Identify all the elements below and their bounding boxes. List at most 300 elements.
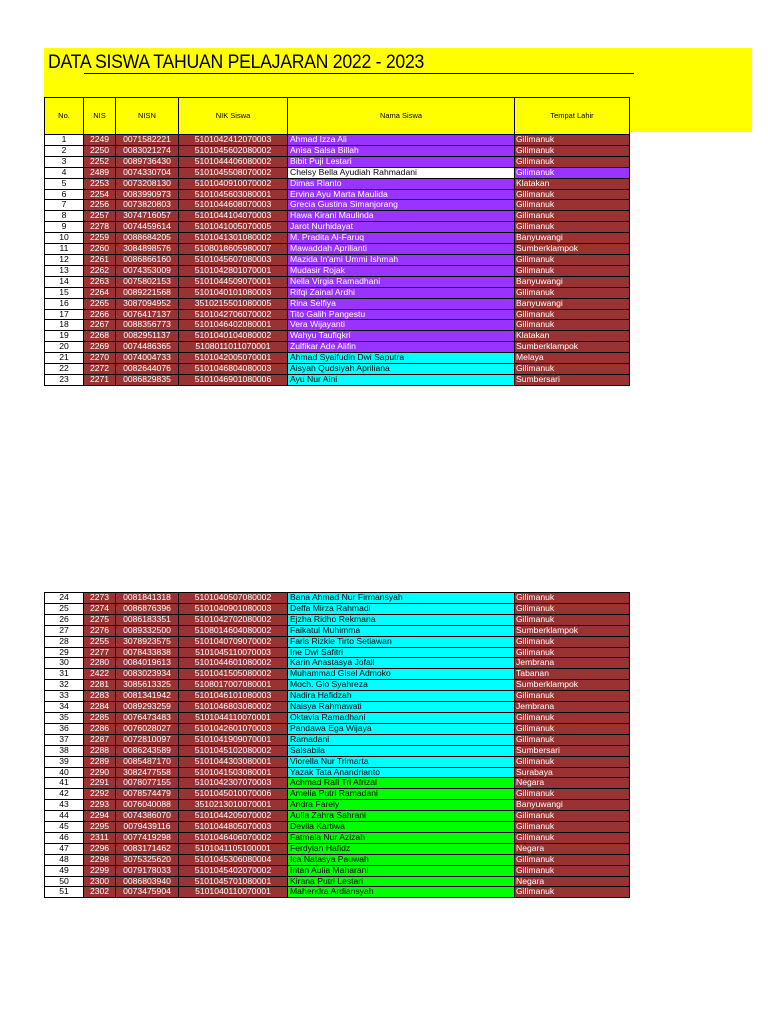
cell-nisn: 3078923575 [116,636,179,647]
cell-no: 30 [45,658,84,669]
cell-nik: 5101046402080001 [179,320,288,331]
cell-no: 15 [45,287,84,298]
cell-nik: 5101040101080003 [179,287,288,298]
table-row [45,822,630,833]
cell-nis: 2262 [84,265,116,276]
cell-nama: Grecia Gustina Simanjorang [288,200,515,211]
cell-nisn: 3074716057 [116,211,179,222]
cell-tempat-lahir: Gilimanuk [515,691,630,702]
cell-nik: 5101040910070002 [179,178,288,189]
cell-nama: Oktavia Ramadhani [288,712,515,723]
cell-nik: 5101044110070001 [179,712,288,723]
cell-tempat-lahir: Gilimanuk [515,603,630,614]
cell-nik: 5101042307070003 [179,778,288,789]
cell-nis: 2298 [84,854,116,865]
cell-tempat-lahir: Gilimanuk [515,756,630,767]
title-underline [84,73,634,74]
cell-nama: Bibit Puji Lestari [288,156,515,167]
table-row [45,603,630,614]
cell-nisn: 0083023934 [116,669,179,680]
cell-nama: Intan Aulia Maharani [288,865,515,876]
cell-nisn: 3082477558 [116,767,179,778]
cell-nama: Devila Kartiwa [288,822,515,833]
cell-nisn: 0074486365 [116,342,179,353]
table-row [45,342,630,353]
cell-nama: Fatmala Nur Azizah [288,832,515,843]
cell-tempat-lahir: Gilimanuk [515,723,630,734]
cell-tempat-lahir: Gilimanuk [515,614,630,625]
table-row [45,145,630,156]
cell-nik: 5101045603080001 [179,189,288,200]
cell-no: 20 [45,342,84,353]
cell-tempat-lahir: Gilimanuk [515,287,630,298]
cell-nik: 5101042706070002 [179,309,288,320]
cell-tempat-lahir: Gilimanuk [515,222,630,233]
cell-nama: Deffa Mirza Rahmadi [288,603,515,614]
cell-no: 49 [45,865,84,876]
cell-nis: 2284 [84,702,116,713]
header-tempat-lahir: Tempat Lahir [515,98,630,135]
cell-nis: 2281 [84,680,116,691]
cell-nama: M. Pradita Al-Faruq [288,233,515,244]
cell-nisn: 0086803940 [116,876,179,887]
cell-nisn: 0079439116 [116,822,179,833]
table-row [45,276,630,287]
cell-nik: 5101044509070001 [179,276,288,287]
cell-nisn: 0076040088 [116,800,179,811]
cell-tempat-lahir: Gilimanuk [515,854,630,865]
table-row [45,135,630,146]
cell-nis: 2261 [84,254,116,265]
cell-nik: 5101046803080002 [179,702,288,713]
cell-nama: Faris Rizkie Tirto Setiawan [288,636,515,647]
cell-nik: 5101041503080001 [179,767,288,778]
cell-nik: 5101042412070003 [179,135,288,146]
table-row [45,222,630,233]
table-row [45,374,630,385]
cell-nik: 5101045102080002 [179,745,288,756]
cell-nama: Nadira Hafidzah [288,691,515,702]
cell-nik: 5101044406080002 [179,156,288,167]
cell-nisn: 0071582221 [116,135,179,146]
cell-nis: 2264 [84,287,116,298]
cell-nis: 2422 [84,669,116,680]
cell-nama: Ferdylan Hafidz [288,843,515,854]
cell-nisn: 0073475904 [116,887,179,898]
cell-tempat-lahir: Tabanan [515,669,630,680]
cell-nis: 2272 [84,364,116,375]
table-row [45,244,630,255]
cell-nisn: 0089736430 [116,156,179,167]
cell-tempat-lahir: Gilimanuk [515,647,630,658]
cell-nama: Chelsy Bella Ayudiah Rahmadani [288,167,515,178]
cell-no: 18 [45,320,84,331]
cell-tempat-lahir: Gilimanuk [515,135,630,146]
header-nik: NIK Siswa [179,98,288,135]
cell-nisn: 0088356773 [116,320,179,331]
cell-nis: 2266 [84,309,116,320]
cell-no: 11 [45,244,84,255]
cell-no: 19 [45,331,84,342]
cell-no: 41 [45,778,84,789]
cell-nisn: 0074386070 [116,811,179,822]
cell-nis: 2271 [84,374,116,385]
cell-nisn: 0086829835 [116,374,179,385]
cell-nik: 5101045701080001 [179,876,288,887]
cell-tempat-lahir: Sumberklampok [515,244,630,255]
cell-tempat-lahir: Surabaya [515,767,630,778]
cell-no: 40 [45,767,84,778]
cell-tempat-lahir: Banyuwangi [515,800,630,811]
cell-nik: 5101046901080006 [179,374,288,385]
cell-nama: Kirana Putri Lestari [288,876,515,887]
cell-tempat-lahir: Gilimanuk [515,364,630,375]
cell-nisn: 0086183351 [116,614,179,625]
cell-nisn: 0077419298 [116,832,179,843]
table-row [45,887,630,898]
table-row [45,211,630,222]
cell-nis: 2259 [84,233,116,244]
cell-tempat-lahir: Gilimanuk [515,211,630,222]
cell-nik: 5101044805070003 [179,822,288,833]
cell-no: 8 [45,211,84,222]
cell-no: 25 [45,603,84,614]
cell-no: 13 [45,265,84,276]
table-row [45,702,630,713]
cell-nis: 2299 [84,865,116,876]
cell-tempat-lahir: Gilimanuk [515,254,630,265]
table-row [45,156,630,167]
cell-nama: Andra Farely [288,800,515,811]
cell-nik: 5101045010070006 [179,789,288,800]
cell-no: 31 [45,669,84,680]
cell-nisn: 0076417137 [116,309,179,320]
cell-nik: 5108017007080001 [179,680,288,691]
cell-nama: Moch. Gio Syahreza [288,680,515,691]
cell-tempat-lahir: Sumberklampok [515,342,630,353]
cell-nik: 5101041105100001 [179,843,288,854]
cell-tempat-lahir: Sumbersari [515,745,630,756]
cell-nik: 5101045607080003 [179,254,288,265]
cell-nis: 2257 [84,211,116,222]
cell-tempat-lahir: Klatakan [515,178,630,189]
cell-nik: 5101044205070002 [179,811,288,822]
cell-tempat-lahir: Banyuwangi [515,298,630,309]
cell-nama: Mazida In'ami Ummi Ishmah [288,254,515,265]
table-row [45,189,630,200]
cell-tempat-lahir: Gilimanuk [515,865,630,876]
cell-nisn: 0083990973 [116,189,179,200]
cell-nisn: 3085613325 [116,680,179,691]
cell-nama: Wahyu Taufiqkri [288,331,515,342]
cell-no: 12 [45,254,84,265]
cell-nis: 2250 [84,145,116,156]
cell-nis: 2270 [84,353,116,364]
cell-no: 3 [45,156,84,167]
cell-nis: 2300 [84,876,116,887]
cell-nis: 2277 [84,647,116,658]
header-nis: NIS [84,98,116,135]
cell-nisn: 0074353009 [116,265,179,276]
cell-tempat-lahir: Gilimanuk [515,832,630,843]
cell-nisn: 0086243589 [116,745,179,756]
cell-nisn: 0083021274 [116,145,179,156]
cell-nik: 5101046804080003 [179,364,288,375]
cell-nisn: 0074004733 [116,353,179,364]
cell-nama: Naisya Rahmawati [288,702,515,713]
cell-no: 46 [45,832,84,843]
cell-no: 9 [45,222,84,233]
cell-nisn: 0079178033 [116,865,179,876]
cell-tempat-lahir: Gilimanuk [515,145,630,156]
cell-nis: 2260 [84,244,116,255]
table-row [45,691,630,702]
cell-no: 4 [45,167,84,178]
cell-nis: 2268 [84,331,116,342]
cell-tempat-lahir: Negara [515,876,630,887]
cell-no: 51 [45,887,84,898]
cell-tempat-lahir: Gilimanuk [515,636,630,647]
cell-nisn: 0075802153 [116,276,179,287]
cell-nis: 2276 [84,625,116,636]
cell-tempat-lahir: Gilimanuk [515,156,630,167]
cell-nama: Nella Virgia Ramadhani [288,276,515,287]
cell-tempat-lahir: Banyuwangi [515,233,630,244]
cell-nik: 5101040507080002 [179,593,288,604]
page-title: DATA SISWA TAHUAN PELAJARAN 2022 - 2023 [48,52,425,73]
cell-no: 32 [45,680,84,691]
table-row [45,767,630,778]
cell-nama: Mahendra Ardiansyah [288,887,515,898]
cell-no: 27 [45,625,84,636]
cell-nik: 5101045508070002 [179,167,288,178]
cell-no: 2 [45,145,84,156]
cell-nis: 2249 [84,135,116,146]
cell-tempat-lahir: Gilimanuk [515,265,630,276]
cell-no: 50 [45,876,84,887]
cell-nama: Ramadani [288,734,515,745]
cell-nik: 5101044608070003 [179,200,288,211]
cell-tempat-lahir: Gilimanuk [515,189,630,200]
table-row [45,287,630,298]
cell-nis: 2302 [84,887,116,898]
cell-nik: 5101040901080003 [179,603,288,614]
cell-nis: 2253 [84,178,116,189]
cell-tempat-lahir: Gilimanuk [515,167,630,178]
cell-nama: Dimas Rianto [288,178,515,189]
table-row [45,756,630,767]
table-row [45,876,630,887]
cell-tempat-lahir: Sumbersari [515,374,630,385]
cell-nik: 5101044601080002 [179,658,288,669]
table-row [45,625,630,636]
cell-nis: 2296 [84,843,116,854]
cell-nis: 2288 [84,745,116,756]
cell-nik: 5101045110070003 [179,647,288,658]
cell-nama: Zulfikar Ade Alifin [288,342,515,353]
cell-nik: 5101040104080002 [179,331,288,342]
table-row [45,233,630,244]
cell-nis: 2265 [84,298,116,309]
cell-nisn: 0078433838 [116,647,179,658]
table-row [45,200,630,211]
cell-nama: Salsabila [288,745,515,756]
table-row [45,658,630,669]
cell-nis: 2294 [84,811,116,822]
cell-no: 29 [45,647,84,658]
cell-tempat-lahir: Klatakan [515,331,630,342]
cell-nis: 2286 [84,723,116,734]
cell-nama: Vera Wijayanti [288,320,515,331]
cell-nama: Hawa Kirani Maulinda [288,211,515,222]
cell-nik: 5101045402070002 [179,865,288,876]
cell-nama: Viorella Nur Trimarta [288,756,515,767]
cell-tempat-lahir: Gilimanuk [515,789,630,800]
cell-tempat-lahir: Gilimanuk [515,822,630,833]
cell-nisn: 0073208130 [116,178,179,189]
cell-no: 38 [45,745,84,756]
cell-nis: 2285 [84,712,116,723]
table-row [45,167,630,178]
cell-nisn: 0082644076 [116,364,179,375]
cell-no: 42 [45,789,84,800]
table-row [45,320,630,331]
cell-nis: 2263 [84,276,116,287]
cell-tempat-lahir: Jembrana [515,702,630,713]
cell-nisn: 0088684205 [116,233,179,244]
cell-nisn: 3075325620 [116,854,179,865]
cell-nis: 2290 [84,767,116,778]
table-row [45,800,630,811]
cell-no: 24 [45,593,84,604]
cell-nis: 2287 [84,734,116,745]
cell-nis: 2291 [84,778,116,789]
table-row [45,745,630,756]
cell-nama: Yazak Tata Anandrianto [288,767,515,778]
table-row [45,789,630,800]
cell-no: 47 [45,843,84,854]
cell-nisn: 3087094952 [116,298,179,309]
cell-no: 45 [45,822,84,833]
cell-nisn: 0073820803 [116,200,179,211]
cell-nis: 2274 [84,603,116,614]
table-row [45,832,630,843]
cell-nisn: 0072810097 [116,734,179,745]
cell-no: 36 [45,723,84,734]
table-row [45,865,630,876]
cell-nama: Ahmad Izza Ali [288,135,515,146]
student-table-bottom [44,592,630,898]
table-row [45,843,630,854]
cell-nisn: 0083171462 [116,843,179,854]
cell-nisn: 0074330704 [116,167,179,178]
cell-nis: 2273 [84,593,116,604]
table-row [45,265,630,276]
cell-nama: Bana Ahmad Nur Firmansyah [288,593,515,604]
cell-nik: 5101041505080002 [179,669,288,680]
cell-nisn: 0081341942 [116,691,179,702]
cell-nama: Karin Anastasya Jofall [288,658,515,669]
cell-nis: 2293 [84,800,116,811]
cell-nis: 2489 [84,167,116,178]
cell-nama: Ine Dwi Safitri [288,647,515,658]
cell-tempat-lahir: Jembrana [515,658,630,669]
cell-no: 1 [45,135,84,146]
cell-nama: Anisa Salsa Billah [288,145,515,156]
cell-nisn: 0074459614 [116,222,179,233]
cell-no: 48 [45,854,84,865]
cell-nisn: 0085487170 [116,756,179,767]
cell-nama: Ica Natasya Pauwah [288,854,515,865]
table-row [45,636,630,647]
cell-tempat-lahir: Gilimanuk [515,811,630,822]
cell-no: 39 [45,756,84,767]
cell-nik: 5108011011070001 [179,342,288,353]
table-row [45,811,630,822]
cell-nisn: 0089332500 [116,625,179,636]
cell-nama: Achmad Rafi Tri Afrizal [288,778,515,789]
cell-nisn: 0078077155 [116,778,179,789]
table-row [45,669,630,680]
table-row [45,309,630,320]
cell-tempat-lahir: Gilimanuk [515,887,630,898]
cell-nama: Amelia Putri Ramadani [288,789,515,800]
cell-nik: 5101046101080003 [179,691,288,702]
cell-tempat-lahir: Melaya [515,353,630,364]
cell-tempat-lahir: Gilimanuk [515,320,630,331]
cell-no: 5 [45,178,84,189]
cell-nama: Ervina Ayu Marta Maulida [288,189,515,200]
cell-nisn: 0076028027 [116,723,179,734]
cell-tempat-lahir: Gilimanuk [515,200,630,211]
cell-nik: 5101041005070005 [179,222,288,233]
cell-nisn: 0081841318 [116,593,179,604]
cell-nik: 5101042601070003 [179,723,288,734]
cell-nisn: 0076473483 [116,712,179,723]
table-row [45,364,630,375]
cell-no: 14 [45,276,84,287]
cell-nis: 2292 [84,789,116,800]
cell-tempat-lahir: Negara [515,778,630,789]
cell-tempat-lahir: Gilimanuk [515,734,630,745]
cell-tempat-lahir: Gilimanuk [515,593,630,604]
cell-tempat-lahir: Negara [515,843,630,854]
cell-nama: Tito Galih Pangestu [288,309,515,320]
cell-nik: 3510213010070001 [179,800,288,811]
table-row [45,593,630,604]
cell-nama: Pandawa Ega Wijaya [288,723,515,734]
cell-no: 17 [45,309,84,320]
cell-nis: 2275 [84,614,116,625]
cell-tempat-lahir: Gilimanuk [515,712,630,723]
cell-nik: 5101045306080004 [179,854,288,865]
cell-nama: Rina Selfiya [288,298,515,309]
cell-nik: 5101045602080002 [179,145,288,156]
cell-nis: 2280 [84,658,116,669]
cell-nis: 2255 [84,636,116,647]
table-row [45,680,630,691]
cell-nik: 5101042702080002 [179,614,288,625]
cell-nik: 5101040709070002 [179,636,288,647]
cell-nisn: 0086876396 [116,603,179,614]
table-row [45,734,630,745]
cell-nama: Ejzha Ridho Rekmana [288,614,515,625]
cell-nis: 2289 [84,756,116,767]
cell-nis: 2256 [84,200,116,211]
table-row [45,298,630,309]
cell-nama: Aulia Zahra Sahrani [288,811,515,822]
cell-no: 35 [45,712,84,723]
